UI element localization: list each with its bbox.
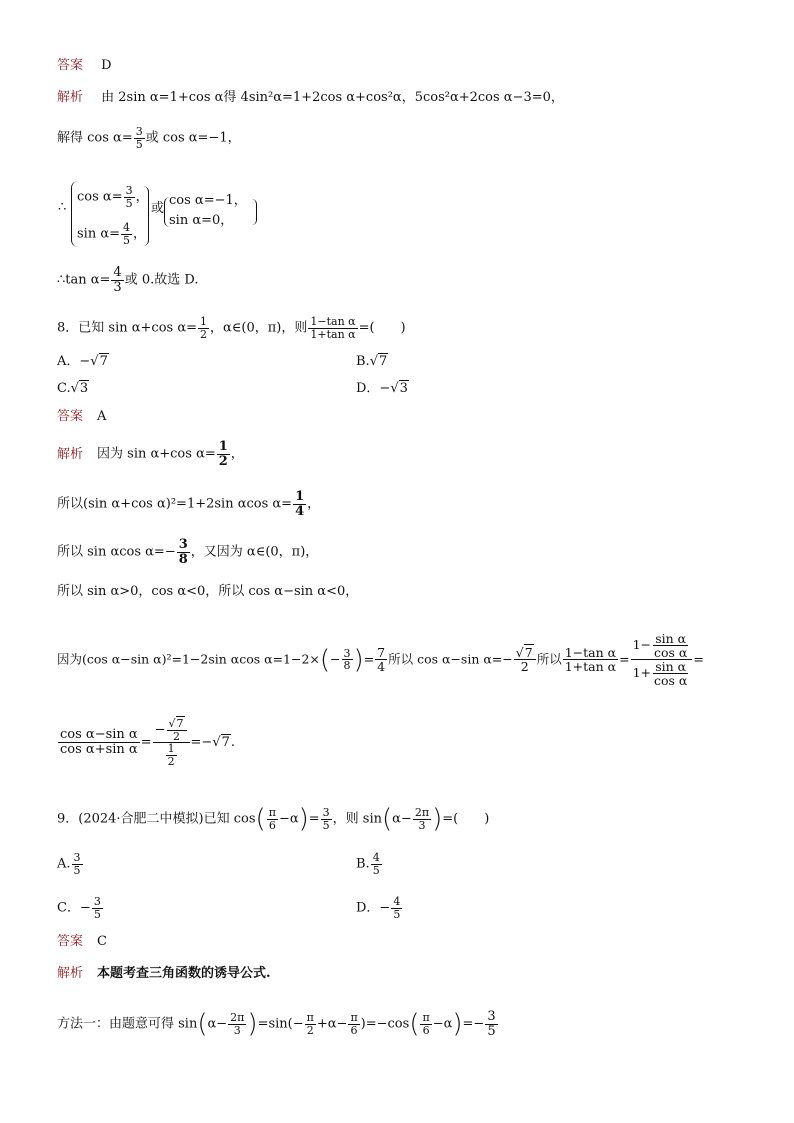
frac-den: 3 — [233, 1023, 241, 1037]
q9-cos-tail: −α — [278, 811, 299, 827]
sys1-cos-tail: ， — [135, 189, 149, 205]
answer-tag: 答案 — [57, 934, 84, 949]
q8-stem — [57, 316, 406, 340]
option-label: D．− — [356, 900, 391, 916]
analysis-tag: 解析 — [57, 90, 84, 105]
frac-num: cos α−sin α — [60, 727, 138, 743]
frac-num: 1 — [200, 315, 207, 328]
frac-den: 5 — [372, 863, 380, 877]
sys2-sin: sin α=0， — [169, 213, 234, 228]
fraction — [375, 646, 387, 673]
fraction — [485, 1010, 497, 1038]
frac-den: 5 — [125, 196, 133, 210]
q8-analysis-2 — [57, 490, 320, 518]
q7-l2-post: 或 cos α=−1， — [145, 130, 241, 146]
q9-method-1 — [57, 1010, 499, 1038]
q9-m1-pre: 方法一：由题意可得 sin — [57, 1016, 198, 1032]
option-label: A．− — [57, 354, 91, 369]
q8-option-c: C.√3 — [57, 381, 89, 396]
frac-den: 5 — [322, 818, 330, 832]
q9-sin-lead: α− — [392, 811, 412, 827]
frac-num: 3 — [135, 125, 143, 138]
sqrt-value: 7 — [378, 354, 388, 369]
fraction — [92, 896, 103, 920]
fraction — [321, 807, 332, 831]
right-paren: ) — [353, 644, 364, 675]
fraction — [514, 646, 536, 673]
q9-option-c — [57, 896, 104, 920]
frac-den: 2 — [218, 453, 228, 469]
complex-fraction — [631, 632, 693, 688]
frac-den: 2 — [520, 659, 529, 675]
q8-analysis-4: 所以 sin α>0，cos α<0，所以 cos α−sin α<0， — [57, 584, 359, 599]
fraction — [348, 1012, 359, 1036]
frac-den: 1+tan α — [564, 659, 617, 675]
option-label: B. — [356, 856, 370, 872]
q8-a5-eq: = — [363, 651, 375, 667]
fraction — [267, 807, 278, 831]
q9-a1-text: 本题考查三角函数的诱导公式. — [97, 966, 271, 981]
frac-num: 1 — [167, 742, 175, 756]
frac-num: sin α — [655, 631, 687, 646]
sys1-sin-tail: ， — [133, 226, 147, 242]
fraction — [198, 316, 209, 340]
frac-den — [631, 660, 693, 687]
sqrt-value: 7 — [221, 735, 230, 751]
left-paren: ( — [319, 644, 331, 675]
frac-num: 4 — [113, 265, 122, 280]
q8-a6-result: =− — [190, 735, 213, 751]
q9-m1-eq: =sin(− — [257, 1016, 304, 1032]
frac-den: 2 — [200, 327, 207, 341]
frac-num: 2π — [230, 1011, 245, 1025]
q8-option-a: A．−√7 — [57, 354, 108, 369]
q8-answer-line — [57, 410, 106, 423]
option-label: A. — [57, 856, 71, 872]
q8-a2-pre: 所以(sin α+cos α)²=1+2sin αcos α= — [57, 496, 293, 512]
frac-num: 4 — [372, 851, 380, 864]
q8-a5-so: 所以 — [536, 651, 562, 667]
frac-num: π — [268, 805, 276, 819]
frac-den: cos α — [654, 673, 688, 689]
fraction — [308, 316, 357, 340]
fraction — [72, 852, 83, 876]
frac-num: 3 — [73, 851, 81, 864]
frac-den: 2 — [306, 1023, 314, 1037]
option-label: D．− — [356, 381, 391, 396]
frac-den: 4 — [295, 503, 305, 519]
q9-m1-res: =− — [462, 1016, 485, 1032]
frac-num: 4 — [393, 895, 401, 908]
frac-den — [163, 743, 180, 767]
q9-stem-post: =( ) — [442, 811, 490, 827]
right-brace-2 — [252, 199, 257, 225]
frac-den: 3 — [113, 279, 122, 295]
therefore-symbol: ∴ — [58, 200, 67, 215]
right-paren: ) — [298, 804, 309, 834]
left-paren: ( — [255, 804, 266, 834]
sqrt-value: 7 — [524, 645, 533, 661]
q9-option-b — [356, 852, 383, 876]
frac-num: sin α — [655, 659, 687, 675]
answer-tag: 答案 — [57, 58, 84, 73]
right-paren: ) — [432, 804, 443, 834]
q9-answer-line — [57, 935, 107, 948]
fraction — [293, 490, 306, 518]
sys1-sin-label: sin α= — [77, 226, 121, 242]
q9-option-d — [356, 896, 403, 920]
frac-den: 8 — [343, 659, 351, 673]
analysis-tag: 解析 — [57, 446, 84, 462]
frac-den: 2 — [167, 754, 175, 768]
option-label: B. — [356, 354, 370, 369]
fraction — [305, 1012, 316, 1036]
sqrt-value: 3 — [79, 381, 89, 396]
left-paren: ( — [382, 804, 393, 834]
fraction — [652, 660, 689, 687]
fraction — [121, 222, 132, 246]
fraction — [217, 440, 230, 468]
frac-num: π — [422, 1011, 430, 1025]
left-paren: ( — [409, 1009, 420, 1040]
q8-option-d: D．−√3 — [356, 381, 408, 396]
frac-den: 2 — [173, 729, 181, 743]
q9-m1-tail: −α — [432, 1016, 453, 1032]
frac-den: 4 — [377, 659, 386, 675]
frac-num: 2π — [414, 805, 430, 819]
big-den-lead: 1+ — [632, 665, 651, 681]
fraction — [134, 126, 145, 150]
frac-num: π — [306, 1011, 314, 1025]
frac-den: 5 — [393, 907, 401, 921]
q7-l2-pre: 解得 cos α= — [57, 130, 133, 146]
q7-answer: D — [101, 58, 112, 73]
frac-den: 5 — [487, 1023, 496, 1039]
fraction — [371, 852, 382, 876]
q8-a2-post: ， — [307, 496, 321, 512]
frac-num: 3 — [487, 1009, 496, 1024]
frac-den: 1+tan α — [310, 327, 356, 341]
q7-l4-pre: ∴tan α= — [57, 272, 111, 288]
frac-num: 3 — [343, 646, 351, 660]
fraction — [563, 646, 618, 673]
fraction — [652, 632, 689, 659]
q8-stem-pre: 8．已知 sin α+cos α= — [57, 320, 197, 336]
fraction — [177, 538, 190, 566]
q9-analysis-1 — [57, 967, 271, 980]
frac-den: 3 — [418, 818, 426, 832]
frac-den: 5 — [135, 137, 143, 151]
q7-analysis-text: 由 2sin α=1+cos α得 4sin²α=1+2cos α+cos²α，5cos²α+2cos α−3=0， — [101, 90, 564, 105]
fraction — [111, 266, 123, 294]
q8-a1-post: ， — [230, 446, 244, 462]
q8-a1-pre: 因为 sin α+cos α= — [97, 446, 216, 462]
frac-num: 3 — [178, 537, 188, 552]
complex-fraction — [153, 718, 190, 767]
fraction — [391, 896, 402, 920]
q8-analysis-5: 因为(cos α−sin α)²=1−2sin αcos α=1−2×(− $\frac{3}{8}$ )= $\frac{7}{4}$ 所以 cos α−sin α=− $\frac{√7}{2}$ 所以 $\frac{\text{1−tan α}}{\text{1+tan α}}$ = 1− $\frac{\text{sin α}}{\text{cos α}}$ 1+ $\frac{\text{sin α}}{\text{cos α}}$ = — [57, 631, 704, 689]
frac-den: 5 — [73, 863, 81, 877]
q8-analysis-6: $\frac{\text{cos α−sin α}}{\text{cos α+sin α}}$ = − $\frac{√7}{2}$ $\frac{1}{2}$ =−√7. — [60, 717, 236, 768]
frac-num — [631, 632, 693, 660]
q9-m1-eq2: )=−cos — [360, 1016, 410, 1032]
frac-num: 3 — [322, 805, 330, 819]
fraction — [342, 648, 353, 672]
frac-num: 1 — [295, 489, 305, 504]
q8-a5-mid: 所以 cos α−sin α=− — [388, 651, 513, 667]
sys1-cos-label: cos α= — [77, 189, 123, 205]
right-brace — [143, 186, 149, 246]
fraction — [167, 718, 187, 742]
q9-stem-pre: 9．(2024·合肥二中模拟)已知 cos — [57, 811, 256, 827]
frac-num: 1 — [218, 439, 228, 454]
q8-a5-pre: 因为(cos α−sin α)²=1−2sin αcos α=1−2× — [57, 651, 320, 667]
q8-a6-tail: . — [230, 735, 236, 751]
frac-num: 7 — [377, 645, 386, 661]
sqrt-value: 7 — [99, 354, 108, 369]
q8-analysis-1 — [57, 440, 244, 468]
frac-num: 1−tan α — [564, 645, 617, 661]
fraction — [413, 807, 431, 831]
option-label: C．− — [57, 900, 91, 916]
q9-answer: C — [97, 934, 107, 949]
q9-stem-mid: ，则 sin — [332, 811, 383, 827]
fraction — [420, 1012, 431, 1036]
q7-analysis-line2 — [57, 126, 241, 150]
frac-den: cos α — [654, 645, 688, 661]
q8-answer: A — [97, 409, 107, 424]
q7-answer-line — [57, 59, 112, 72]
frac-num: √7 — [167, 718, 187, 731]
q7-analysis-line1 — [57, 91, 564, 104]
or-word: 或 — [151, 201, 165, 216]
sys1-sin — [77, 222, 146, 246]
frac-num: √7 — [514, 646, 536, 660]
answer-tag: 答案 — [57, 409, 84, 424]
frac-den: 6 — [422, 1023, 430, 1037]
q8-a3-post: ，又因为 α∈(0，π)， — [190, 544, 319, 560]
q9-stem — [57, 806, 489, 832]
q7-l4-post: 或 0.故选 D. — [124, 272, 199, 288]
option-label: C. — [57, 381, 71, 396]
frac-num: − $\frac{√7}{2}$ — [153, 718, 190, 743]
q9-m1-lead: α− — [207, 1016, 228, 1032]
right-paren: ) — [452, 1009, 463, 1040]
sqrt-value: 3 — [399, 381, 408, 396]
q8-option-b: B.√7 — [356, 354, 388, 369]
q8-a3-pre: 所以 sin αcos α=− — [57, 544, 176, 560]
frac-den: 8 — [178, 551, 188, 567]
q8-stem-post: =( ) — [358, 320, 406, 336]
big-num-lead: 1− — [632, 637, 651, 653]
right-paren: ) — [247, 1009, 258, 1040]
frac-num: 3 — [93, 895, 101, 908]
frac-num: 4 — [123, 221, 131, 234]
sys1-cos — [77, 185, 149, 209]
q9-eq: = — [308, 811, 320, 827]
frac-den: 6 — [350, 1023, 358, 1037]
frac-num: 1−tan α — [310, 315, 356, 328]
q7-conclusion — [57, 266, 198, 294]
frac-den: cos α+sin α — [60, 742, 138, 758]
analysis-tag: 解析 — [57, 966, 84, 981]
frac-num: π — [350, 1011, 358, 1025]
q8-stem-mid: ，α∈(0，π)，则 — [210, 320, 308, 336]
frac-den: 5 — [123, 233, 131, 247]
frac-den: 5 — [93, 907, 101, 921]
left-paren: ( — [197, 1009, 208, 1040]
q8-analysis-3 — [57, 538, 318, 566]
q9-m1-mid: +α− — [316, 1016, 348, 1032]
fraction — [58, 728, 140, 756]
fraction — [166, 743, 177, 767]
q9-option-a — [57, 852, 84, 876]
sys2-cos: cos α=−1， — [169, 193, 247, 208]
frac-den: 6 — [268, 818, 276, 832]
fraction — [228, 1012, 246, 1036]
frac-num: 3 — [125, 184, 133, 197]
sqrt-value: 7 — [176, 717, 184, 730]
fraction — [124, 185, 135, 209]
